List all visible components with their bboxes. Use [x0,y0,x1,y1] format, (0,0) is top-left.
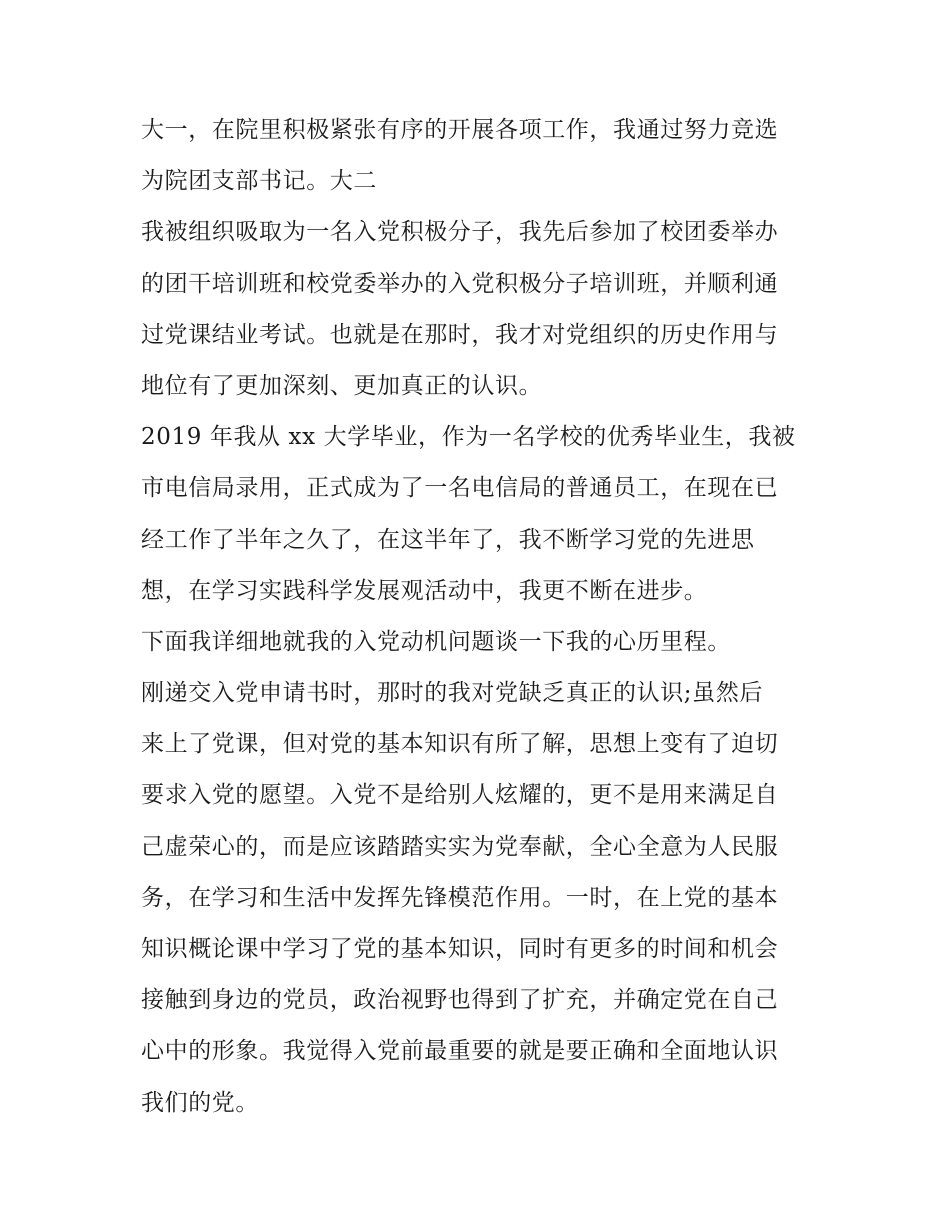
text-line: 要求入党的愿望。入党不是给别人炫耀的，更不是用来满足自 [141,782,779,809]
body-text [141,105,821,1129]
text-line: 市电信局录用，正式成为了一名电信局的普通员工，在现在已 [141,475,779,502]
text-line: 地位有了更加深刻、更加真正的认识。 [141,372,543,399]
text-line: 我们的党。 [141,1089,259,1116]
text-line: 己虚荣心的，而是应该踏踏实实为党奉献，全心全意为人民服 [141,833,779,860]
text-line: 刚递交入党申请书时，那时的我对党缺乏真正的认识;虽然后 [141,680,763,707]
text-line: 过党课结业考试。也就是在那时，我才对党组织的历史作用与 [141,321,779,348]
text-line: 来上了党课，但对党的基本知识有所了解，思想上变有了迫切 [141,731,779,758]
text-line: 为院团支部书记。大二 [141,168,377,195]
text-line: 经工作了半年之久了，在这半年了，我不断学习党的先进思 [141,526,755,553]
text-line: 下面我详细地就我的入党动机问题谈一下我的心历里程。 [141,628,731,655]
text-line: 我被组织吸取为一名入党积极分子，我先后参加了校团委举办 [141,219,779,246]
text-line: 想，在学习实践科学发展观活动中，我更不断在进步。 [141,577,708,604]
text-line: 大一，在院里积极紧张有序的开展各项工作，我通过努力竞选 [141,117,779,143]
text-line: 务，在学习和生活中发挥先锋模范作用。一时，在上党的基本 [141,884,779,911]
text-line: 心中的形象。我觉得入党前最重要的就是要正确和全面地认识 [141,1038,779,1065]
text-line: 知识概论课中学习了党的基本知识，同时有更多的时间和机会 [141,936,779,962]
text-line: 2019 年我从 xx 大学毕业，作为一名学校的优秀毕业生，我被 [141,424,796,451]
text-line: 接触到身边的党员，政治视野也得到了扩充，并确定党在自己 [141,987,779,1014]
text-line: 的团干培训班和校党委举办的入党积极分子培训班，并顺利通 [141,270,779,297]
